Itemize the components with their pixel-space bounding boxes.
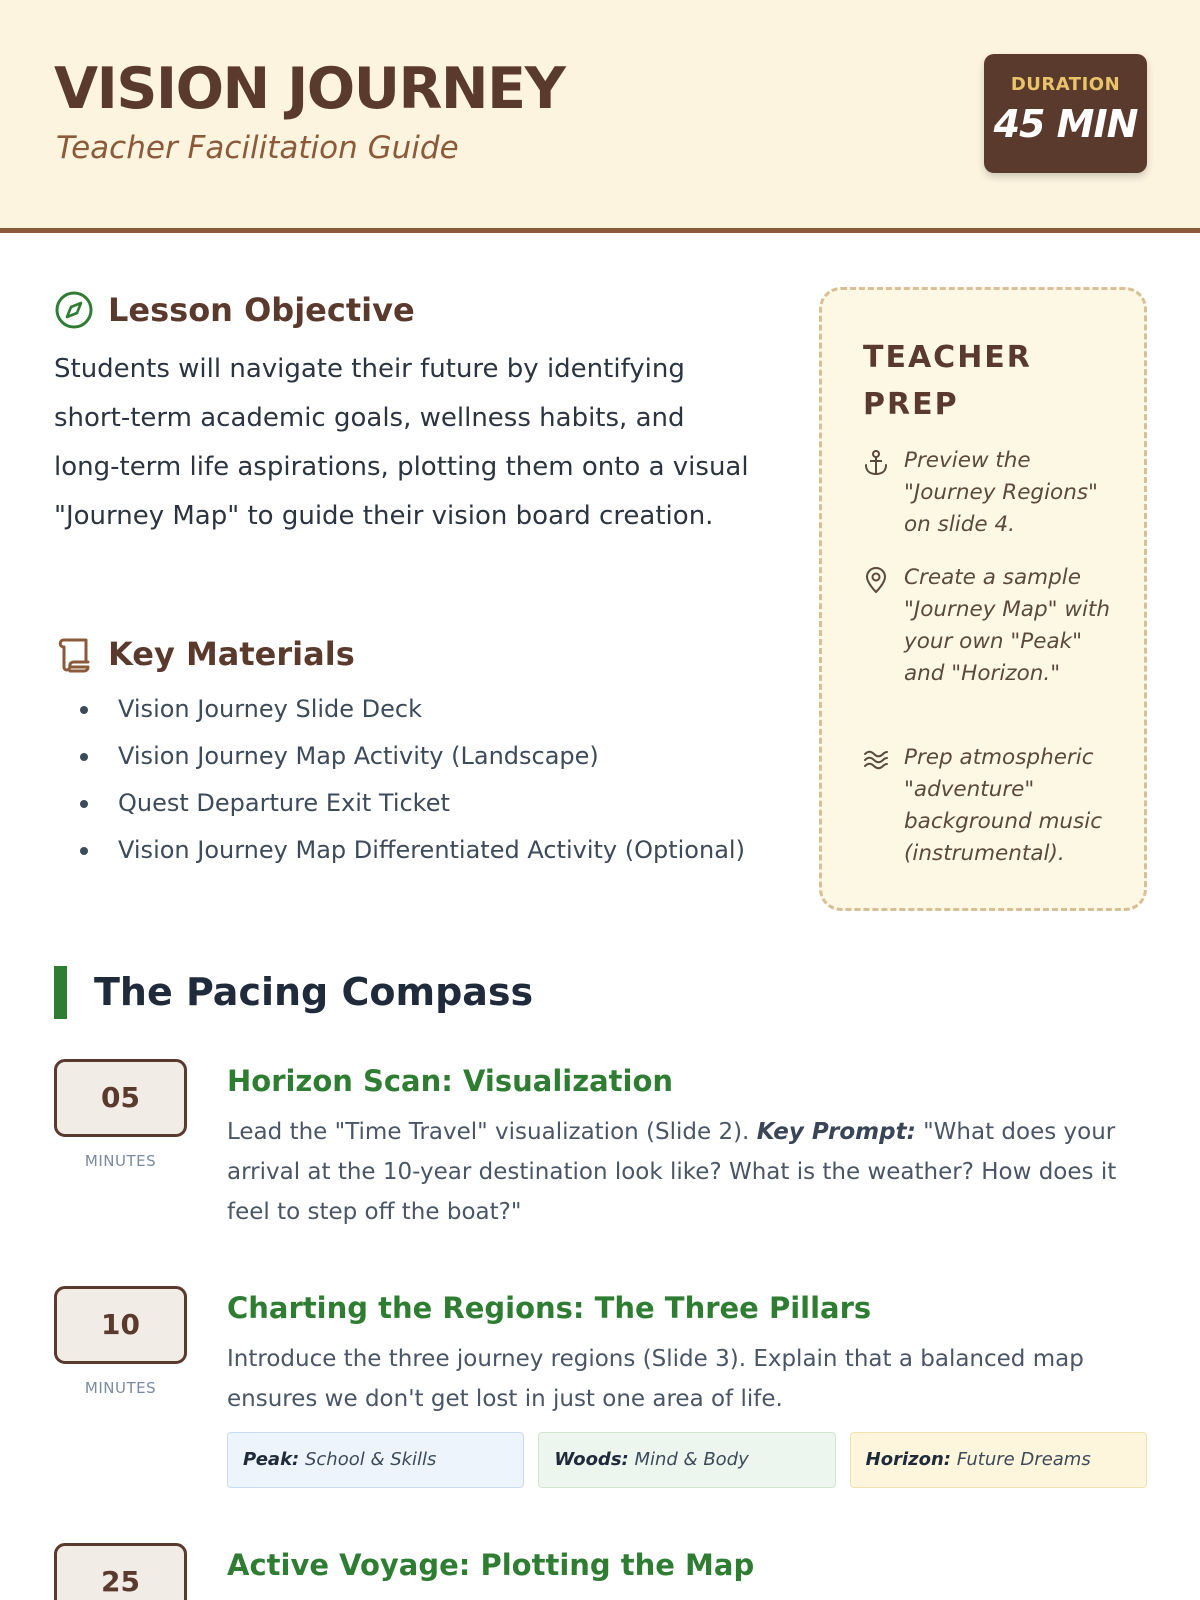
step-title: Horizon Scan: Visualization — [227, 1064, 674, 1098]
materials-title: Key Materials — [108, 635, 355, 673]
pacing-accent-bar — [54, 966, 67, 1019]
duration-badge — [984, 54, 1147, 173]
objective-heading — [54, 290, 415, 330]
objective-text: Students will navigate their future by identifying short-term academic goals, wellness habits, and long-term life aspirations, plotting them onto a visual "Journey Map" to guide their vision board creation. — [54, 354, 749, 531]
duration-label: DURATION — [1010, 74, 1121, 95]
materials-list — [54, 686, 784, 874]
list-item: Vision Journey Slide Deck — [54, 686, 784, 733]
step-title: Charting the Regions: The Three Pillars — [227, 1291, 872, 1325]
compass-icon — [54, 290, 94, 330]
prep-item: Prep atmospheric "adventure" background music (instrumental). — [863, 742, 1113, 870]
minutes-label: MINUTES — [84, 1152, 157, 1170]
region-pill-woods: Woods: Mind & Body — [538, 1432, 835, 1488]
teacher-prep-card — [819, 287, 1147, 911]
minutes-box: 10 — [54, 1286, 187, 1364]
region-pills — [227, 1432, 1147, 1488]
waves-icon — [863, 742, 893, 870]
prep-item: Create a sample "Journey Map" with your own "Peak" and "Horizon." — [863, 562, 1113, 690]
step-title: Active Voyage: Plotting the Map — [227, 1548, 755, 1582]
list-item: Vision Journey Map Activity (Landscape) — [54, 733, 784, 780]
teacher-prep-title: TEACHER PREP — [863, 340, 1032, 422]
minutes-box: 25 — [54, 1543, 187, 1600]
step-text: Lead the "Time Travel" visualization (Slide 2). Key Prompt: "What does your arrival at the 10-year destination look like? What is the weather? How does it feel to step off the boat?" — [227, 1119, 1117, 1225]
header — [0, 0, 1200, 233]
page-title: VISION JOURNEY — [54, 56, 565, 122]
region-pill-peak: Peak: School & Skills — [227, 1432, 524, 1488]
anchor-icon — [863, 445, 893, 541]
minutes-label: MINUTES — [84, 1379, 157, 1397]
duration-value: 45 MIN — [993, 102, 1138, 146]
prep-item: Preview the "Journey Regions" on slide 4. — [863, 445, 1113, 541]
page-subtitle: Teacher Facilitation Guide — [56, 130, 459, 166]
list-item: Quest Departure Exit Ticket — [54, 780, 784, 827]
materials-heading — [54, 634, 355, 674]
minutes-box: 05 — [54, 1059, 187, 1137]
map-pin-icon — [863, 562, 893, 690]
objective-title: Lesson Objective — [108, 291, 415, 329]
pacing-title: The Pacing Compass — [94, 970, 534, 1014]
step-text: Introduce the three journey regions (Slide 3). Explain that a balanced map ensures we don't get lost in just one area of life. — [227, 1346, 1084, 1412]
region-pill-horizon: Horizon: Future Dreams — [850, 1432, 1147, 1488]
list-item: Vision Journey Map Differentiated Activity (Optional) — [54, 827, 784, 874]
key-prompt-label: Key Prompt: — [756, 1119, 916, 1145]
scroll-icon — [54, 634, 94, 674]
